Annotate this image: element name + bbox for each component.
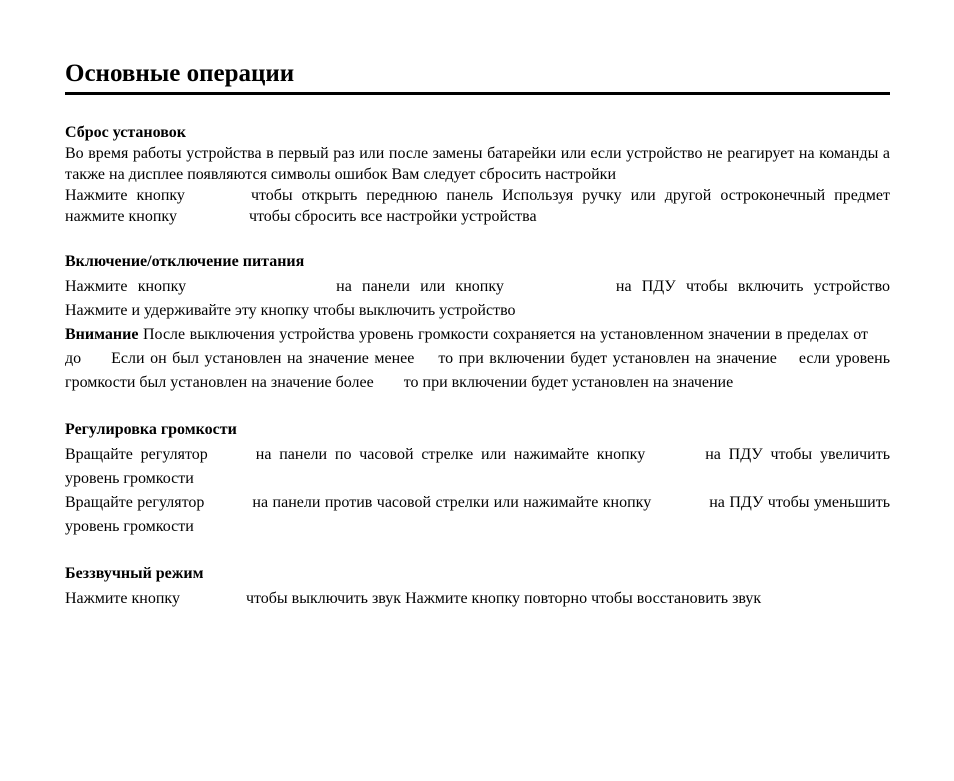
section-heading-volume: Регулировка громкости <box>65 421 237 438</box>
volume-text-2a: Вращайте регулятор <box>65 494 205 511</box>
mute-paragraph <box>65 587 890 611</box>
mute-text-1a: Нажмите кнопку <box>65 590 180 607</box>
warning-label: Внимание <box>65 326 139 343</box>
warning-text-6: то при включении будет установлен на значение <box>403 374 734 391</box>
section-power <box>65 251 890 395</box>
section-heading-power: Включение/отключение питания <box>65 253 305 270</box>
section-mute <box>65 563 890 611</box>
warning-text-2: до <box>65 350 82 367</box>
manual-page <box>65 58 890 611</box>
volume-paragraph-1 <box>65 443 890 491</box>
power-paragraph-1 <box>65 275 890 323</box>
power-text-1c: на ПДУ чтобы включить устройство Нажмите и удерживайте эту кнопку чтобы выключить устройство <box>65 278 891 319</box>
reset-text-1: Во время работы устройства в первый раз или после замены батарейки или если устройство не реагирует на команды а также на дисплее появляются символы ошибок Вам следует сбросить настройки <box>65 145 890 183</box>
section-reset <box>65 122 890 227</box>
power-warning-paragraph <box>65 323 890 395</box>
section-heading-reset: Сброс установок <box>65 124 186 141</box>
warning-text-3: Если он был установлен на значение менее <box>111 350 415 367</box>
warning-text-5: если уровень громкости был установлен на значение более <box>65 350 891 391</box>
volume-text-1b: на панели по часовой стрелке или нажимайте кнопку <box>255 446 646 463</box>
mute-text-1b: чтобы выключить звук Нажмите кнопку повторно чтобы восстановить звук <box>245 590 762 607</box>
section-volume <box>65 419 890 539</box>
reset-paragraph-1 <box>65 143 890 185</box>
volume-text-2b: на панели против часовой стрелки или нажимайте кнопку <box>252 494 652 511</box>
section-heading-mute: Беззвучный режим <box>65 565 204 582</box>
reset-text-2c: чтобы сбросить все настройки устройства <box>248 208 537 225</box>
warning-text-4: то при включении будет установлен на значение <box>438 350 777 367</box>
warning-text-1: После выключения устройства уровень громкости сохраняется на установленном значении в пределах от <box>142 326 869 343</box>
reset-paragraph-2 <box>65 185 890 227</box>
power-text-1a: Нажмите кнопку <box>65 278 187 295</box>
volume-text-1a: Вращайте регулятор <box>65 446 208 463</box>
power-text-1b: на панели или кнопку <box>336 278 504 295</box>
volume-paragraph-2 <box>65 491 890 539</box>
volume-text-2c: на ПДУ чтобы уменьшить уровень громкости <box>65 494 891 535</box>
reset-text-2a: Нажмите кнопку <box>65 187 185 204</box>
page-title: Основные операции <box>65 58 890 95</box>
volume-text-1c: на ПДУ чтобы увеличить уровень громкости <box>65 446 890 487</box>
reset-text-2b: чтобы открыть переднюю панель Используя ручку или другой остроконечный предмет нажмите кнопку <box>65 187 890 225</box>
